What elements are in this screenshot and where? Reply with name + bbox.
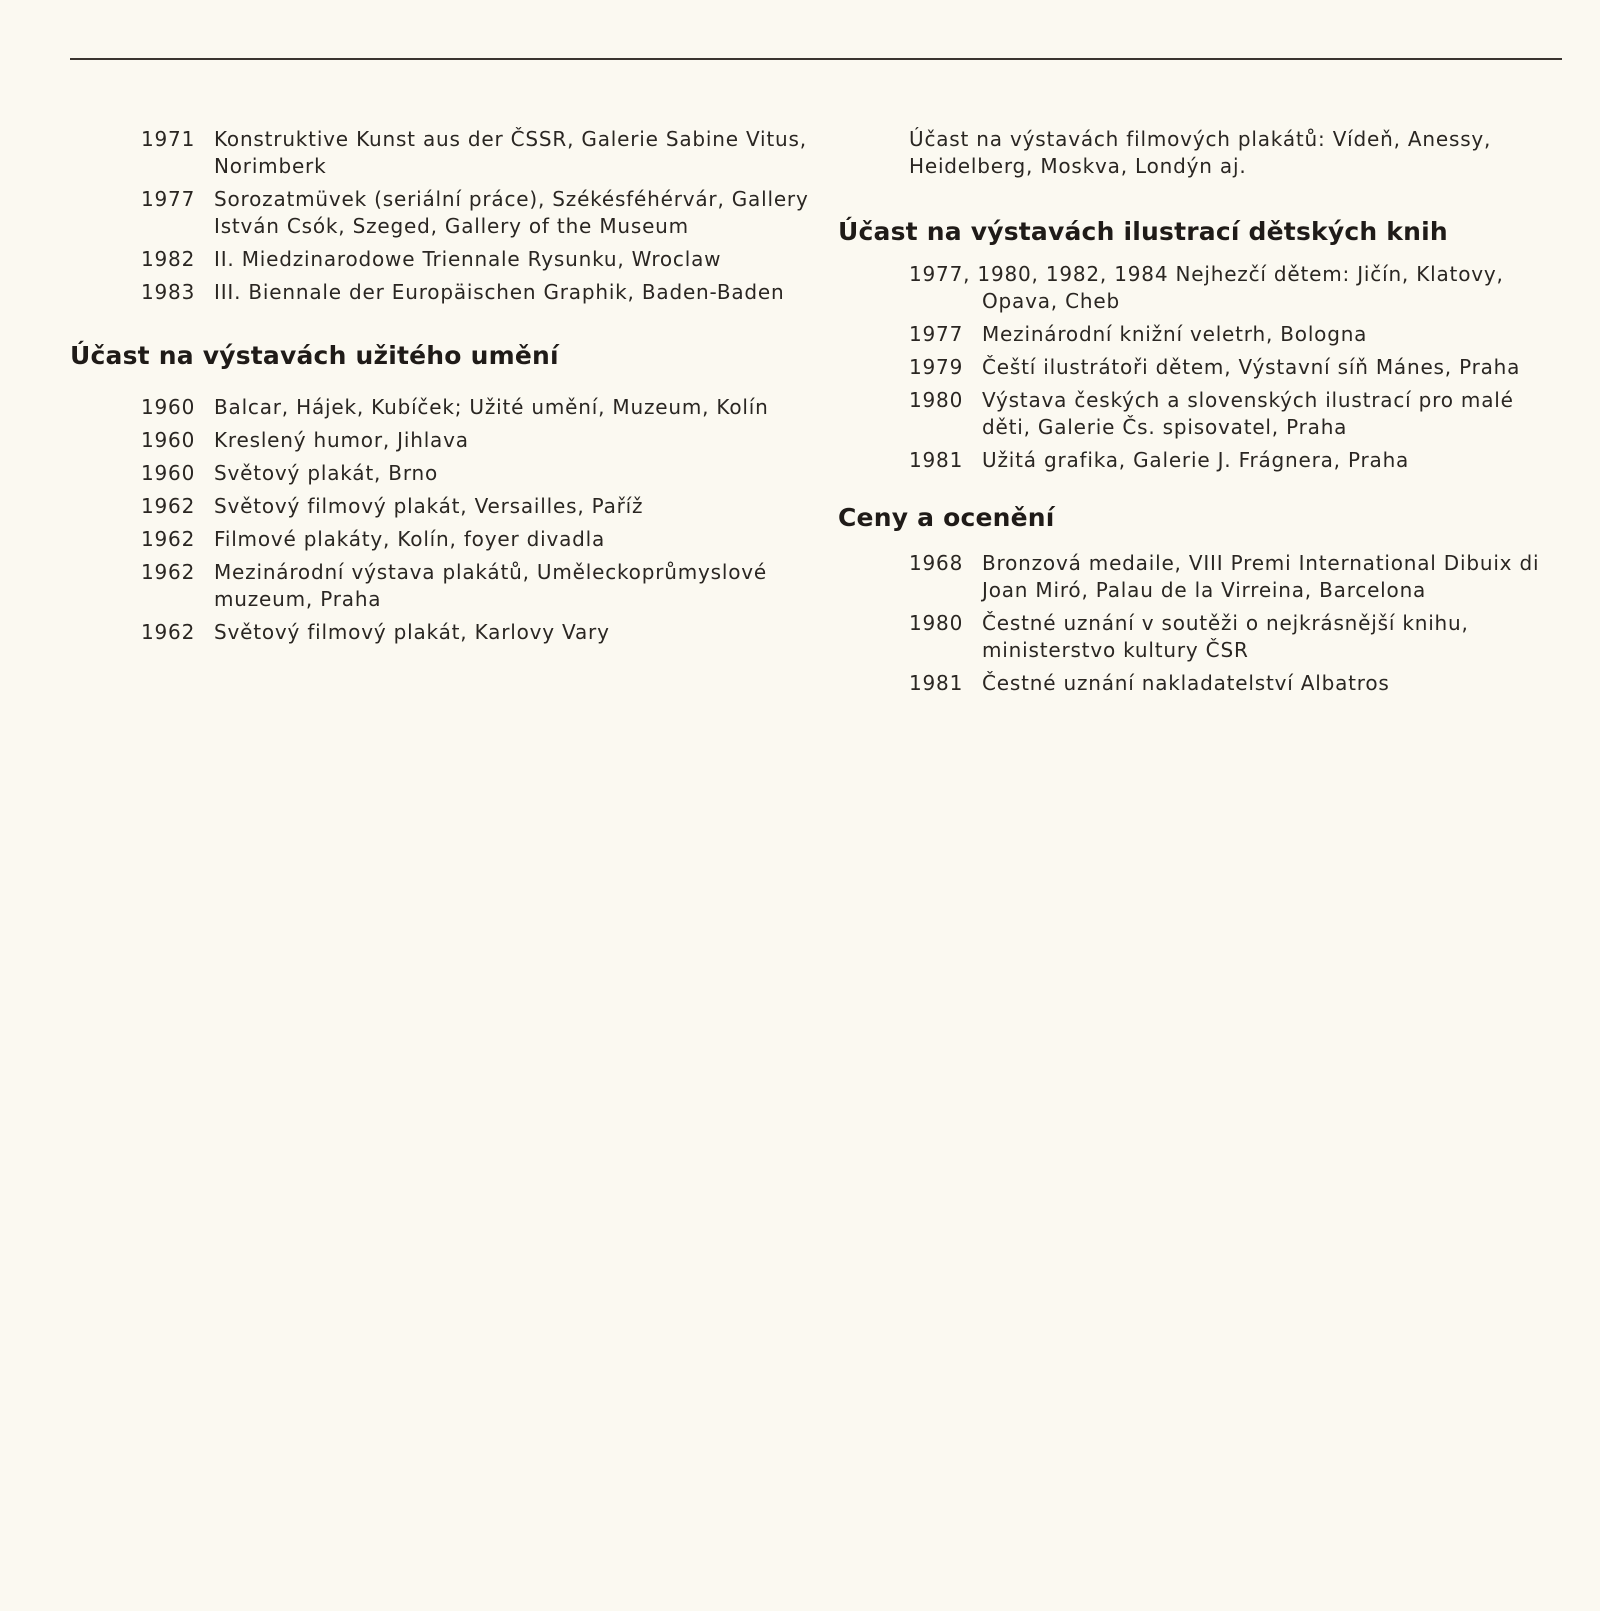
- entry-text: Světový filmový plakát, Versailles, Paříž: [214, 494, 644, 518]
- entry-year: 1983: [141, 280, 196, 304]
- list-item: [70, 619, 810, 646]
- entry-year: 1980: [909, 388, 964, 412]
- list-item: [70, 279, 810, 306]
- entry-year: 1977: [909, 322, 964, 346]
- list-item: [70, 460, 810, 487]
- left-column: [70, 126, 810, 652]
- list-item: [838, 354, 1568, 381]
- section-heading-awards: Ceny a ocenění: [838, 503, 1055, 532]
- entry-text-continuation: Opava, Cheb: [982, 289, 1120, 313]
- entry-year: 1968: [909, 551, 964, 575]
- entry-text: Bronzová medaile, VIII Premi International Dibuix di Joan Miró, Palau de la Virreina, Barcelona: [982, 551, 1540, 602]
- entry-year: 1962: [141, 620, 196, 644]
- entry-text: 1977, 1980, 1982, 1984 Nejhezčí dětem: Jičín, Klatovy,: [909, 262, 1504, 286]
- entry-text: Balcar, Hájek, Kubíček; Užité umění, Muzeum, Kolín: [214, 395, 769, 419]
- illustration-list: [838, 321, 1568, 474]
- entry-text: Čestné uznání v soutěži o nejkrásnější knihu, ministerstvo kultury ČSR: [982, 611, 1469, 662]
- entry-year: 1960: [141, 461, 196, 485]
- entry-year: 1962: [141, 527, 196, 551]
- entry-text: Mezinárodní výstava plakátů, Uměleckoprůmyslové muzeum, Praha: [214, 560, 767, 611]
- entry-text: III. Biennale der Europäischen Graphik, Baden-Baden: [214, 280, 785, 304]
- entry-year: 1982: [141, 247, 196, 271]
- entry-text: Mezinárodní knižní veletrh, Bologna: [982, 322, 1368, 346]
- entry-text: Filmové plakáty, Kolín, foyer divadla: [214, 527, 606, 551]
- right-column: [838, 126, 1568, 703]
- entry-text: Světový filmový plakát, Karlovy Vary: [214, 620, 610, 644]
- entry-year: 1962: [141, 494, 196, 518]
- list-item: [70, 186, 810, 240]
- entry-text: Výstava českých a slovenských ilustrací pro malé děti, Galerie Čs. spisovatel, Praha: [982, 388, 1514, 439]
- list-item: [838, 387, 1568, 441]
- list-item: [70, 427, 810, 454]
- list-item: [838, 261, 1568, 315]
- top-rule: [70, 58, 1562, 60]
- entry-year: 1971: [141, 127, 196, 151]
- list-item: [838, 550, 1568, 604]
- exhibition-list: [70, 126, 810, 306]
- awards-list: [838, 550, 1568, 697]
- entry-text: Užitá grafika, Galerie J. Frágnera, Praha: [982, 448, 1410, 472]
- entry-text: II. Miedzinarodowe Triennale Rysunku, Wroclaw: [214, 247, 722, 271]
- list-item: [70, 559, 810, 613]
- film-poster-paragraph: Účast na výstavách filmových plakátů: Vídeň, Anessy, Heidelberg, Moskva, Londýn aj.: [909, 127, 1492, 178]
- entry-year: 1981: [909, 671, 964, 695]
- entry-year: 1960: [141, 428, 196, 452]
- entry-year: 1962: [141, 560, 196, 584]
- list-item: [70, 246, 810, 273]
- entry-year: 1980: [909, 611, 964, 635]
- list-item: [838, 610, 1568, 664]
- entry-year: 1960: [141, 395, 196, 419]
- entry-text: Kreslený humor, Jihlava: [214, 428, 469, 452]
- list-item: [838, 670, 1568, 697]
- entry-text: Konstruktive Kunst aus der ČSSR, Galerie Sabine Vitus, Norimberk: [214, 127, 807, 178]
- entry-text: Sorozatmüvek (seriální práce), Székésféhérvár, Gallery István Csók, Szeged, Gallery of the Museum: [214, 187, 809, 238]
- entry-year: 1977: [141, 187, 196, 211]
- list-item: [838, 447, 1568, 474]
- entry-text: Světový plakát, Brno: [214, 461, 438, 485]
- list-item: [70, 493, 810, 520]
- section-heading-applied-art: Účast na výstavách užitého umění: [70, 341, 559, 370]
- section-heading-illustrations: Účast na výstavách ilustrací dětských knih: [838, 217, 1448, 246]
- entry-text: Čeští ilustrátoři dětem, Výstavní síň Mánes, Praha: [982, 355, 1521, 379]
- list-item: [70, 526, 810, 553]
- list-item: [70, 126, 810, 180]
- list-item: [70, 394, 810, 421]
- entry-year: 1981: [909, 448, 964, 472]
- entry-text: Čestné uznání nakladatelství Albatros: [982, 671, 1390, 695]
- applied-art-list: [70, 394, 810, 646]
- list-item: [838, 321, 1568, 348]
- entry-year: 1979: [909, 355, 964, 379]
